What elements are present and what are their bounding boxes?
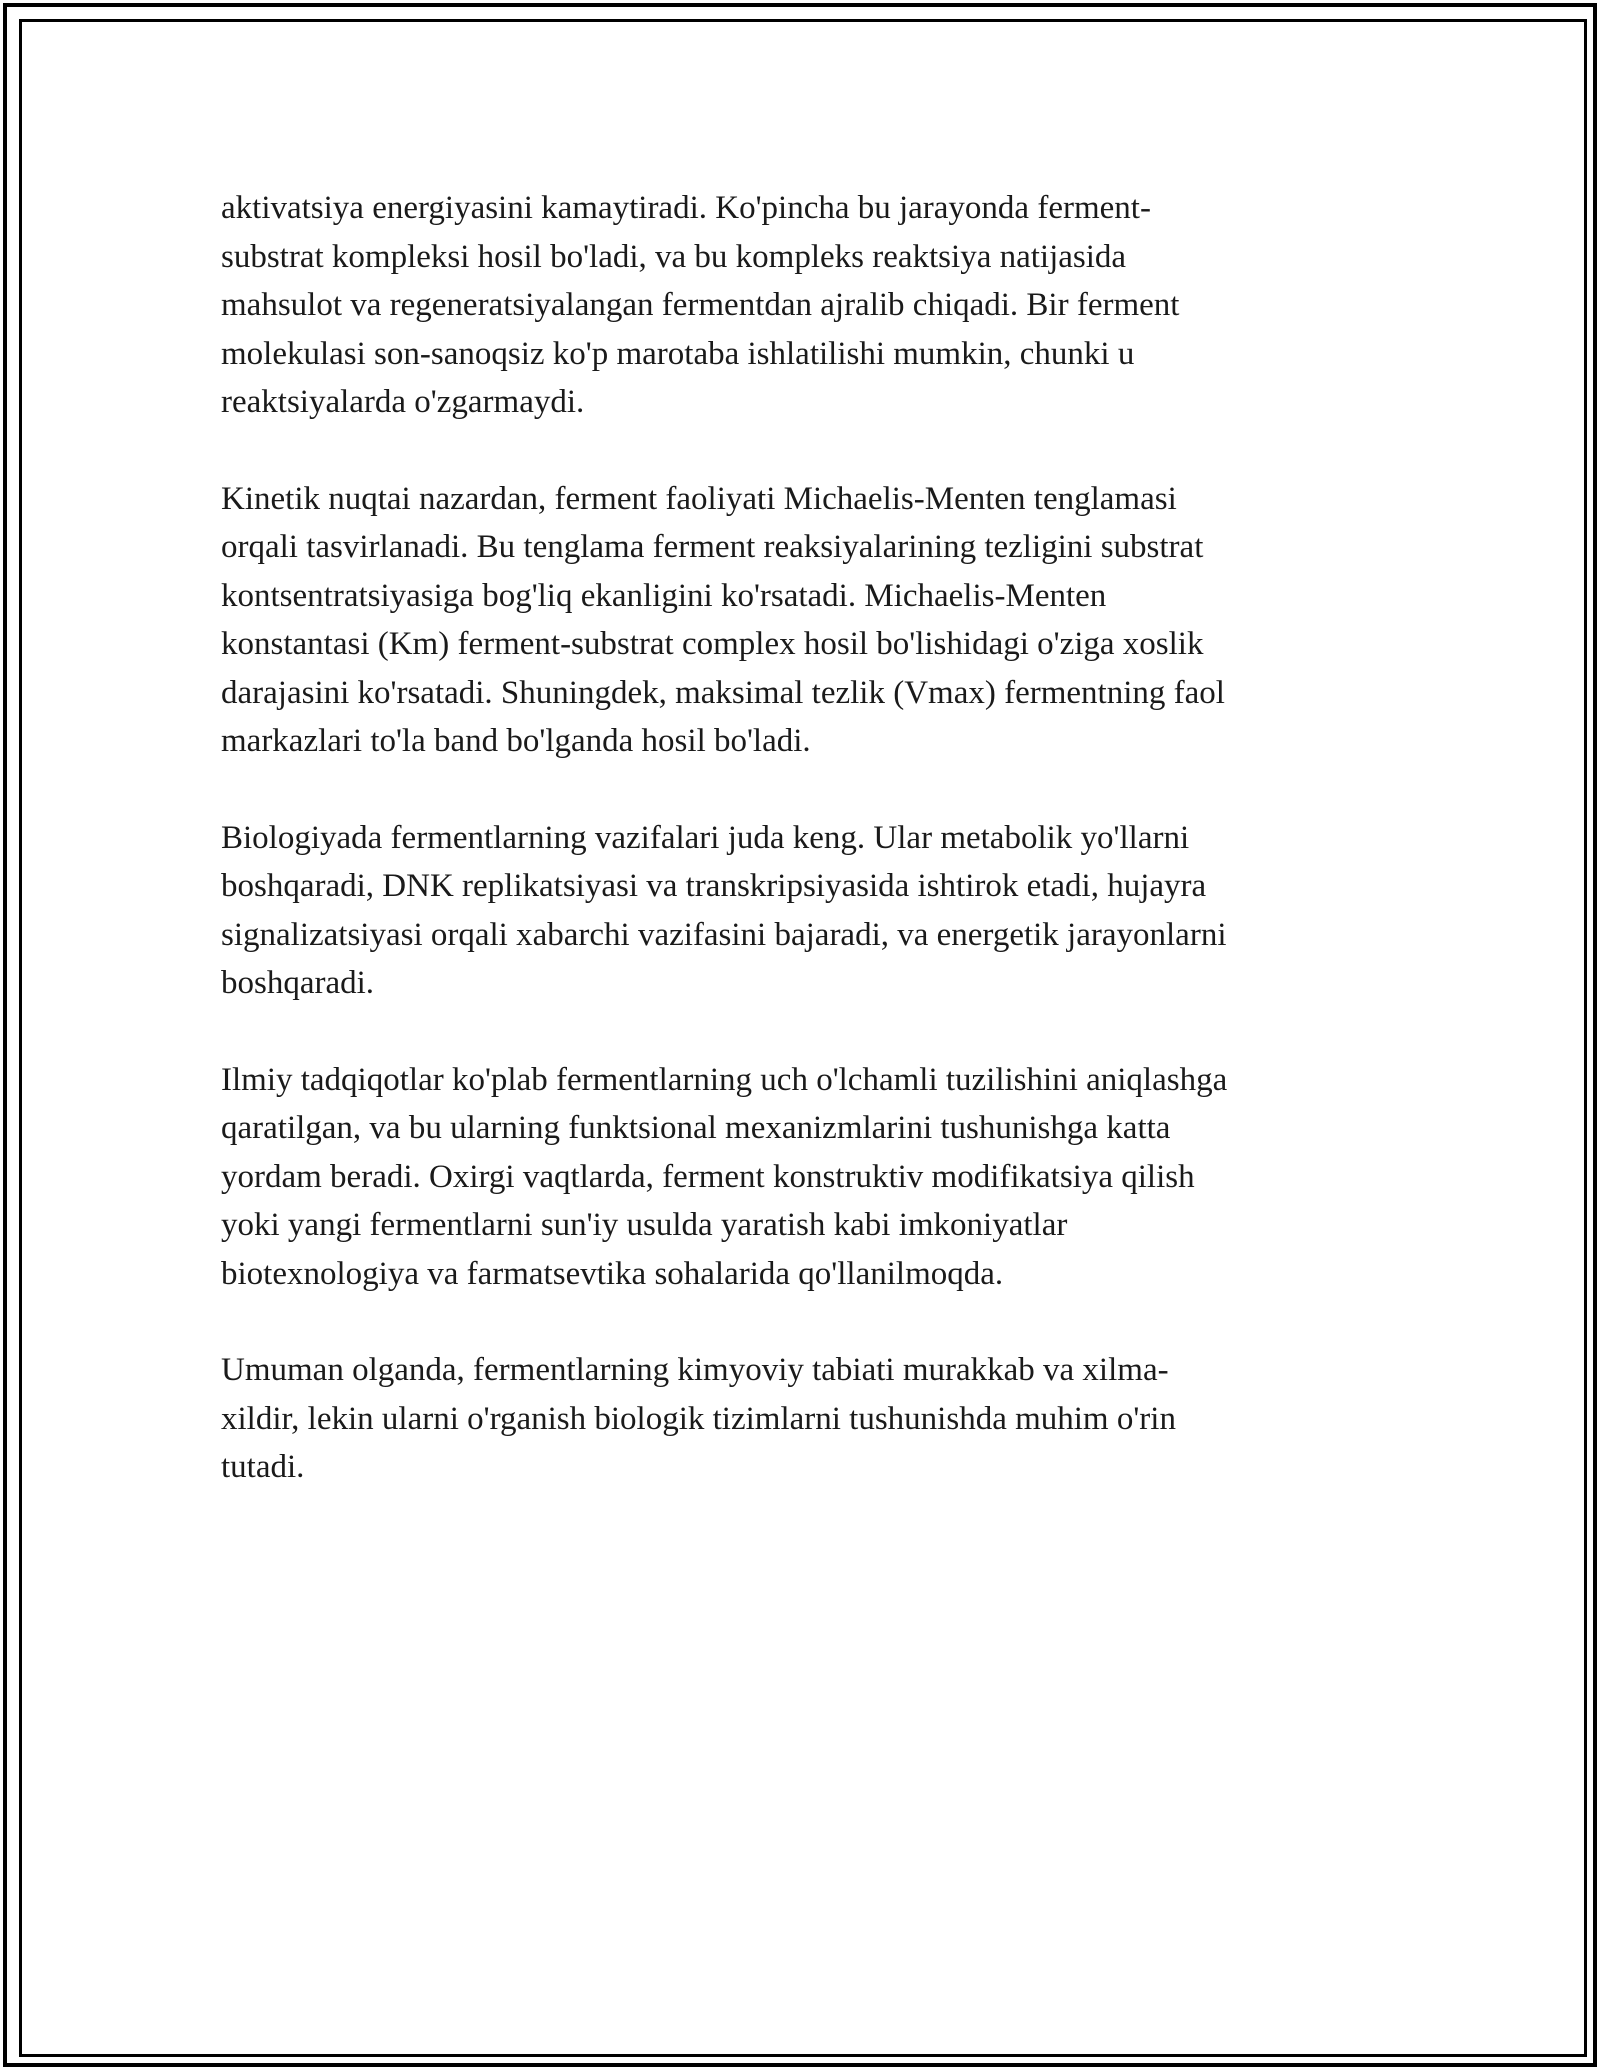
text-line: mahsulot va regeneratsiyalangan fermentdan ajralib chiqadi. Bir ferment [221, 287, 1180, 323]
text-line: konstantasi (Km) ferment-substrat complex hosil bo'lishidagi o'ziga xoslik [221, 626, 1204, 662]
text-line: signalizatsiyasi orqali xabarchi vazifasini bajaradi, va energetik jarayonlarni [221, 916, 1227, 953]
text-line: tutadi. [221, 1449, 305, 1485]
text-line: xildir, lekin ularni o'rganish biologik tizimlarni tushunishda muhim o'rin [221, 1400, 1176, 1437]
text-line: Kinetik nuqtai nazardan, ferment faoliyati Michaelis-Menten tenglamasi [221, 480, 1177, 517]
text-line: boshqaradi. [221, 965, 375, 1001]
text-line: markazlari to'la band bo'lganda hosil bo'ladi. [221, 723, 811, 759]
text-line: Ilmiy tadqiqotlar ko'plab fermentlarning uch o'lchamli tuzilishini aniqlashga [221, 1061, 1228, 1098]
paragraph-biological-functions [221, 814, 1366, 1008]
text-line: aktivatsiya energiyasini kamaytiradi. Ko'pincha bu jarayonda ferment- [221, 190, 1151, 226]
text-line: reaktsiyalarda o'zgarmaydi. [221, 384, 585, 420]
text-line: Umuman olganda, fermentlarning kimyoviy tabiati murakkab va xilma- [221, 1352, 1169, 1388]
text-line: yoki yangi fermentlarni sun'iy usulda yaratish kabi imkoniyatlar [221, 1207, 1068, 1243]
paragraph-enzyme-mechanism [221, 184, 1366, 427]
document-body [221, 184, 1366, 1540]
paragraph-kinetics [221, 475, 1366, 766]
text-line: biotexnologiya va farmatsevtika sohalarida qo'llanilmoqda. [221, 1255, 1004, 1292]
text-line: substrat kompleksi hosil bo'ladi, va bu kompleks reaktsiya natijasida [221, 238, 1127, 275]
text-line: Biologiyada fermentlarning vazifalari juda keng. Ular metabolik yo'llarni [221, 819, 1190, 856]
text-line: darajasini ko'rsatadi. Shuningdek, maksimal tezlik (Vmax) fermentning faol [221, 674, 1225, 711]
text-line: qaratilgan, va bu ularning funktsional mexanizmlarini tushunishga katta [221, 1110, 1171, 1146]
text-line: orqali tasvirlanadi. Bu tenglama ferment reaksiyalarining tezligini substrat [221, 529, 1204, 565]
text-line: boshqaradi, DNK replikatsiyasi va transkripsiyasida ishtirok etadi, hujayra [221, 868, 1207, 904]
text-line: yordam beradi. Oxirgi vaqtlarda, ferment konstruktiv modifikatsiya qilish [221, 1158, 1195, 1195]
paragraph-research [221, 1056, 1366, 1299]
paragraph-conclusion [221, 1346, 1366, 1492]
text-line: kontsentratsiyasiga bog'liq ekanligini ko'rsatadi. Michaelis-Menten [221, 577, 1107, 614]
text-line: molekulasi son-sanoqsiz ko'p marotaba ishlatilishi mumkin, chunki u [221, 335, 1135, 372]
